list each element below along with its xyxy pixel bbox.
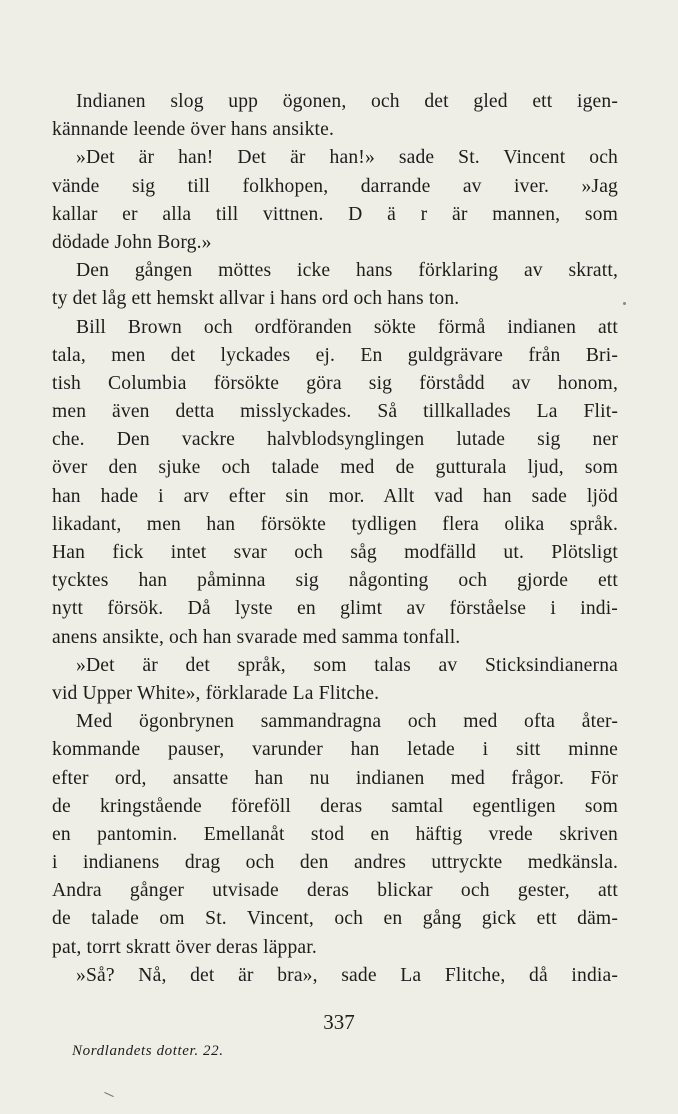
text-line: han hade i arv efter sin mor. Allt vad han sade ljöd xyxy=(52,485,618,507)
text-line: Med ögonbrynen sammandragna och med ofta åter- xyxy=(76,711,618,733)
text-line: ty det låg ett hemskt allvar i hans ord och hans ton. xyxy=(52,288,460,310)
text-line: Bill Brown och ordföranden sökte förmå indianen att xyxy=(76,316,618,338)
text-line: de talade om St. Vincent, och en gång gick ett däm- xyxy=(52,908,618,930)
text-line: men även detta misslyckades. Så tillkallades La Flit- xyxy=(52,401,618,423)
text-line: »Det är han! Det är han!» sade St. Vincent och xyxy=(76,147,618,169)
stray-mark xyxy=(104,1092,113,1097)
text-line: anens ansikte, och han svarade med samma tonfall. xyxy=(52,626,461,648)
text-line: tala, men det lyckades ej. En guldgrävare från Bri- xyxy=(52,344,618,366)
text-line: nytt försök. Då lyste en glimt av förståelse i indi- xyxy=(52,598,618,620)
text-line: »Det är det språk, som talas av Sticksindianerna xyxy=(76,654,618,676)
text-line: tish Columbia försökte göra sig förstådd av honom, xyxy=(52,372,618,394)
text-line: likadant, men han försökte tydligen flera olika språk. xyxy=(52,513,618,535)
text-line: över den sjuke och talade med de gutturala ljud, som xyxy=(52,457,618,479)
text-line: pat, torrt skratt över deras läppar. xyxy=(52,936,317,958)
text-line: i indianens drag och den andres uttryckte medkänsla. xyxy=(52,852,618,874)
text-line: vände sig till folkhopen, darrande av iver. »Jag xyxy=(52,175,618,197)
printer-signature: Nordlandets dotter. 22. xyxy=(72,1043,224,1059)
text-line: kallar er alla till vittnen. D ä r är mannen, som xyxy=(52,203,618,225)
stray-dot xyxy=(623,302,626,305)
body-text xyxy=(52,88,618,990)
text-line: che. Den vackre halvblodsynglingen lutade sig ner xyxy=(52,429,618,451)
text-line: de kringstående föreföll deras samtal egentligen som xyxy=(52,795,618,817)
text-line: Han fick intet svar och såg modfälld ut. Plötsligt xyxy=(52,542,618,563)
text-line: tycktes han påminna sig någonting och gjorde ett xyxy=(52,570,618,592)
text-line: kommande pauser, varunder han letade i sitt minne xyxy=(52,739,618,761)
text-line: Andra gånger utvisade deras blickar och gester, att xyxy=(52,880,618,902)
text-line: en pantomin. Emellanåt stod en häftig vrede skriven xyxy=(52,823,618,845)
page-number: 337 xyxy=(323,1010,355,1034)
text-line: Den gången möttes icke hans förklaring av skratt, xyxy=(76,260,618,282)
text-line: dödade John Borg.» xyxy=(52,231,212,253)
text-line: Indianen slog upp ögonen, och det gled ett igen- xyxy=(76,91,618,112)
text-line: kännande leende över hans ansikte. xyxy=(52,119,335,141)
text-line: efter ord, ansatte han nu indianen med frågor. För xyxy=(52,767,618,789)
text-line: vid Upper White», förklarade La Flitche. xyxy=(52,682,380,704)
text-line: »Så? Nå, det är bra», sade La Flitche, då india- xyxy=(76,964,618,986)
